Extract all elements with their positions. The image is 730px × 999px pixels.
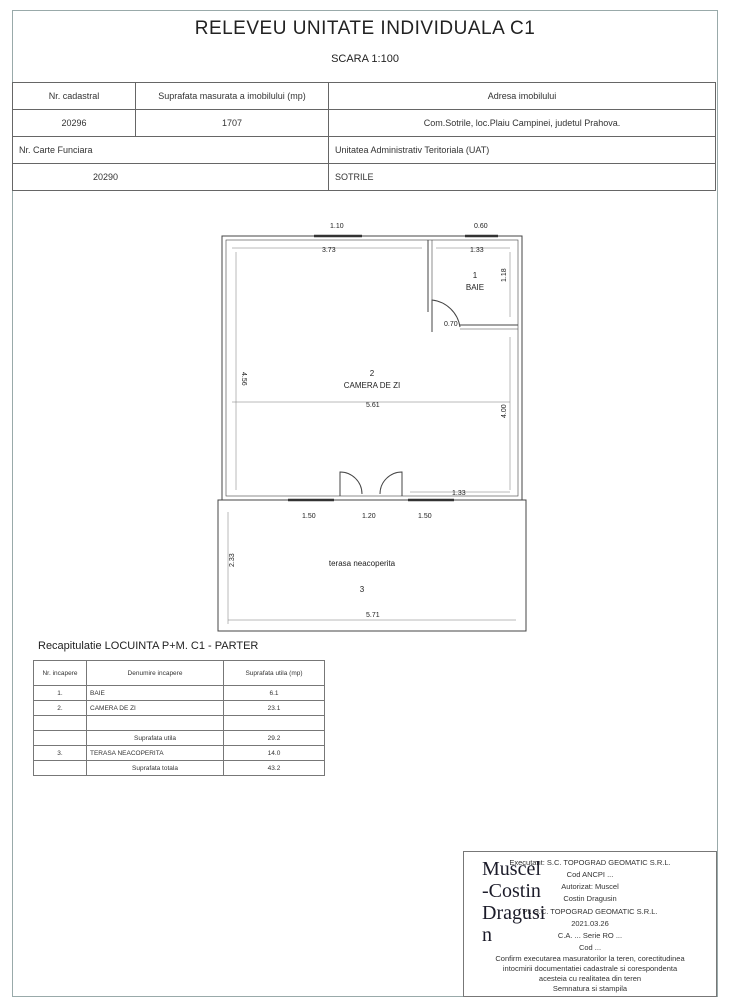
recap-row (34, 761, 325, 776)
stamp-line: Cod ... (578, 943, 602, 952)
recap-col-area: Suprafata utila (mp) (224, 661, 325, 686)
stamp-line: Executant: S.C. TOPOGRAD GEOMATIC S.R.L. (509, 858, 671, 867)
stamp-line: Cod ANCPI ... (566, 870, 614, 879)
dim-wall-top-left: 3.73 (322, 247, 336, 254)
recap-nr: 3. (34, 746, 87, 761)
stamp-line: Autorizat: Muscel (561, 882, 619, 891)
terrace-name: terasa neacoperita (328, 559, 396, 568)
main-door-swing-left (340, 472, 362, 496)
stamp-line: Semnatura si stampila (552, 984, 628, 993)
dim-window-bottom-right: 1.50 (418, 513, 432, 520)
digital-signature (482, 858, 545, 946)
address-value: Com.Sotrile, loc.Plaiu Campinei, judetul Prahova. (329, 110, 716, 137)
bath-number: 1 (472, 271, 478, 280)
recap-row (34, 686, 325, 701)
recap-nr (34, 716, 87, 731)
stamp-line: intocmirii documentatiei cadastrale si corespondenta (502, 964, 678, 973)
dim-window-bottom-left: 1.50 (302, 513, 316, 520)
dim-main-height: 4.56 (240, 372, 247, 386)
recap-name: TERASA NEACOPERITA (87, 746, 224, 761)
stamp-line: 2021.03.26 (571, 919, 609, 928)
floor-plan (210, 212, 535, 637)
address-label: Adresa imobilului (329, 83, 716, 110)
stamp-line: acesteia cu realitatea din teren (538, 974, 642, 983)
dim-wall-bottom-right: 1.33 (452, 490, 466, 497)
recap-nr: 2. (34, 701, 87, 716)
signature-line: -Costin (482, 880, 541, 902)
signature-line: n (482, 924, 492, 946)
recap-area: 23.1 (224, 701, 325, 716)
dim-window-top-left: 1.10 (330, 223, 344, 230)
dim-main-width: 5.61 (366, 402, 380, 409)
recap-name: CAMERA DE ZI (87, 701, 224, 716)
dim-window-top-right: 0.60 (474, 223, 488, 230)
recap-nr (34, 761, 87, 776)
dim-right-wall: 4.00 (501, 404, 508, 418)
scale-label: SCARA 1:100 (331, 53, 399, 65)
cadastral-value: 20296 (13, 110, 136, 137)
recap-row (34, 716, 325, 731)
dim-bath-door: 0.70 (444, 321, 458, 328)
stamp-line: Pt. S.C. TOPOGRAD GEOMATIC S.R.L. (522, 907, 658, 916)
recap-area: 29.2 (224, 731, 325, 746)
dim-main-door: 1.20 (362, 513, 376, 520)
cf-value: 20290 (13, 164, 329, 191)
stamp-line: C.A. ... Serie RO ... (557, 931, 623, 940)
recap-nr (34, 731, 87, 746)
main-door-swing-right (380, 472, 402, 496)
recap-area (224, 716, 325, 731)
dim-wall-top-right: 1.33 (470, 247, 484, 254)
document-title: RELEVEU UNITATE INDIVIDUALA C1 (194, 18, 536, 39)
stamp-line: Confirm executarea masuratorilor la teren, corectitudinea (495, 954, 685, 963)
recap-row (34, 701, 325, 716)
recap-table (33, 660, 325, 776)
bath-name: BAIE (465, 283, 485, 292)
recap-col-nr: Nr. incapere (34, 661, 87, 686)
terrace-number: 3 (359, 585, 365, 594)
recap-area: 6.1 (224, 686, 325, 701)
recap-title: Recapitulatie LOCUINTA P+M. C1 - PARTER (38, 640, 259, 652)
dim-bath-width: 1.18 (501, 268, 508, 282)
signature-line: Muscel (482, 858, 541, 880)
cf-label: Nr. Carte Funciara (13, 137, 329, 164)
cadastral-label: Nr. cadastral (13, 83, 136, 110)
recap-name: BAIE (87, 686, 224, 701)
stamp-line: Costin Dragusin (563, 894, 617, 903)
main-room-name: CAMERA DE ZI (343, 381, 401, 390)
uat-value: SOTRILE (329, 164, 716, 191)
dim-terrace-width: 5.71 (366, 612, 380, 619)
recap-nr: 1. (34, 686, 87, 701)
dim-terrace-depth: 2.33 (229, 553, 236, 567)
surface-label: Suprafata masurata a imobilului (mp) (136, 83, 329, 110)
signature-line: Dragusi (482, 902, 546, 924)
uat-label: Unitatea Administrativ Teritoriala (UAT) (329, 137, 716, 164)
recap-col-name: Denumire incapere (87, 661, 224, 686)
recap-name: Suprafata utila (87, 731, 224, 746)
surface-value: 1707 (136, 110, 329, 137)
recap-row (34, 731, 325, 746)
recap-name (87, 716, 224, 731)
recap-name: Suprafata totala (87, 761, 224, 776)
property-info-table (12, 82, 716, 191)
floor-plan-drawing (210, 212, 535, 637)
main-room-number: 2 (369, 369, 375, 378)
recap-area: 14.0 (224, 746, 325, 761)
recap-row (34, 746, 325, 761)
recap-area: 43.2 (224, 761, 325, 776)
